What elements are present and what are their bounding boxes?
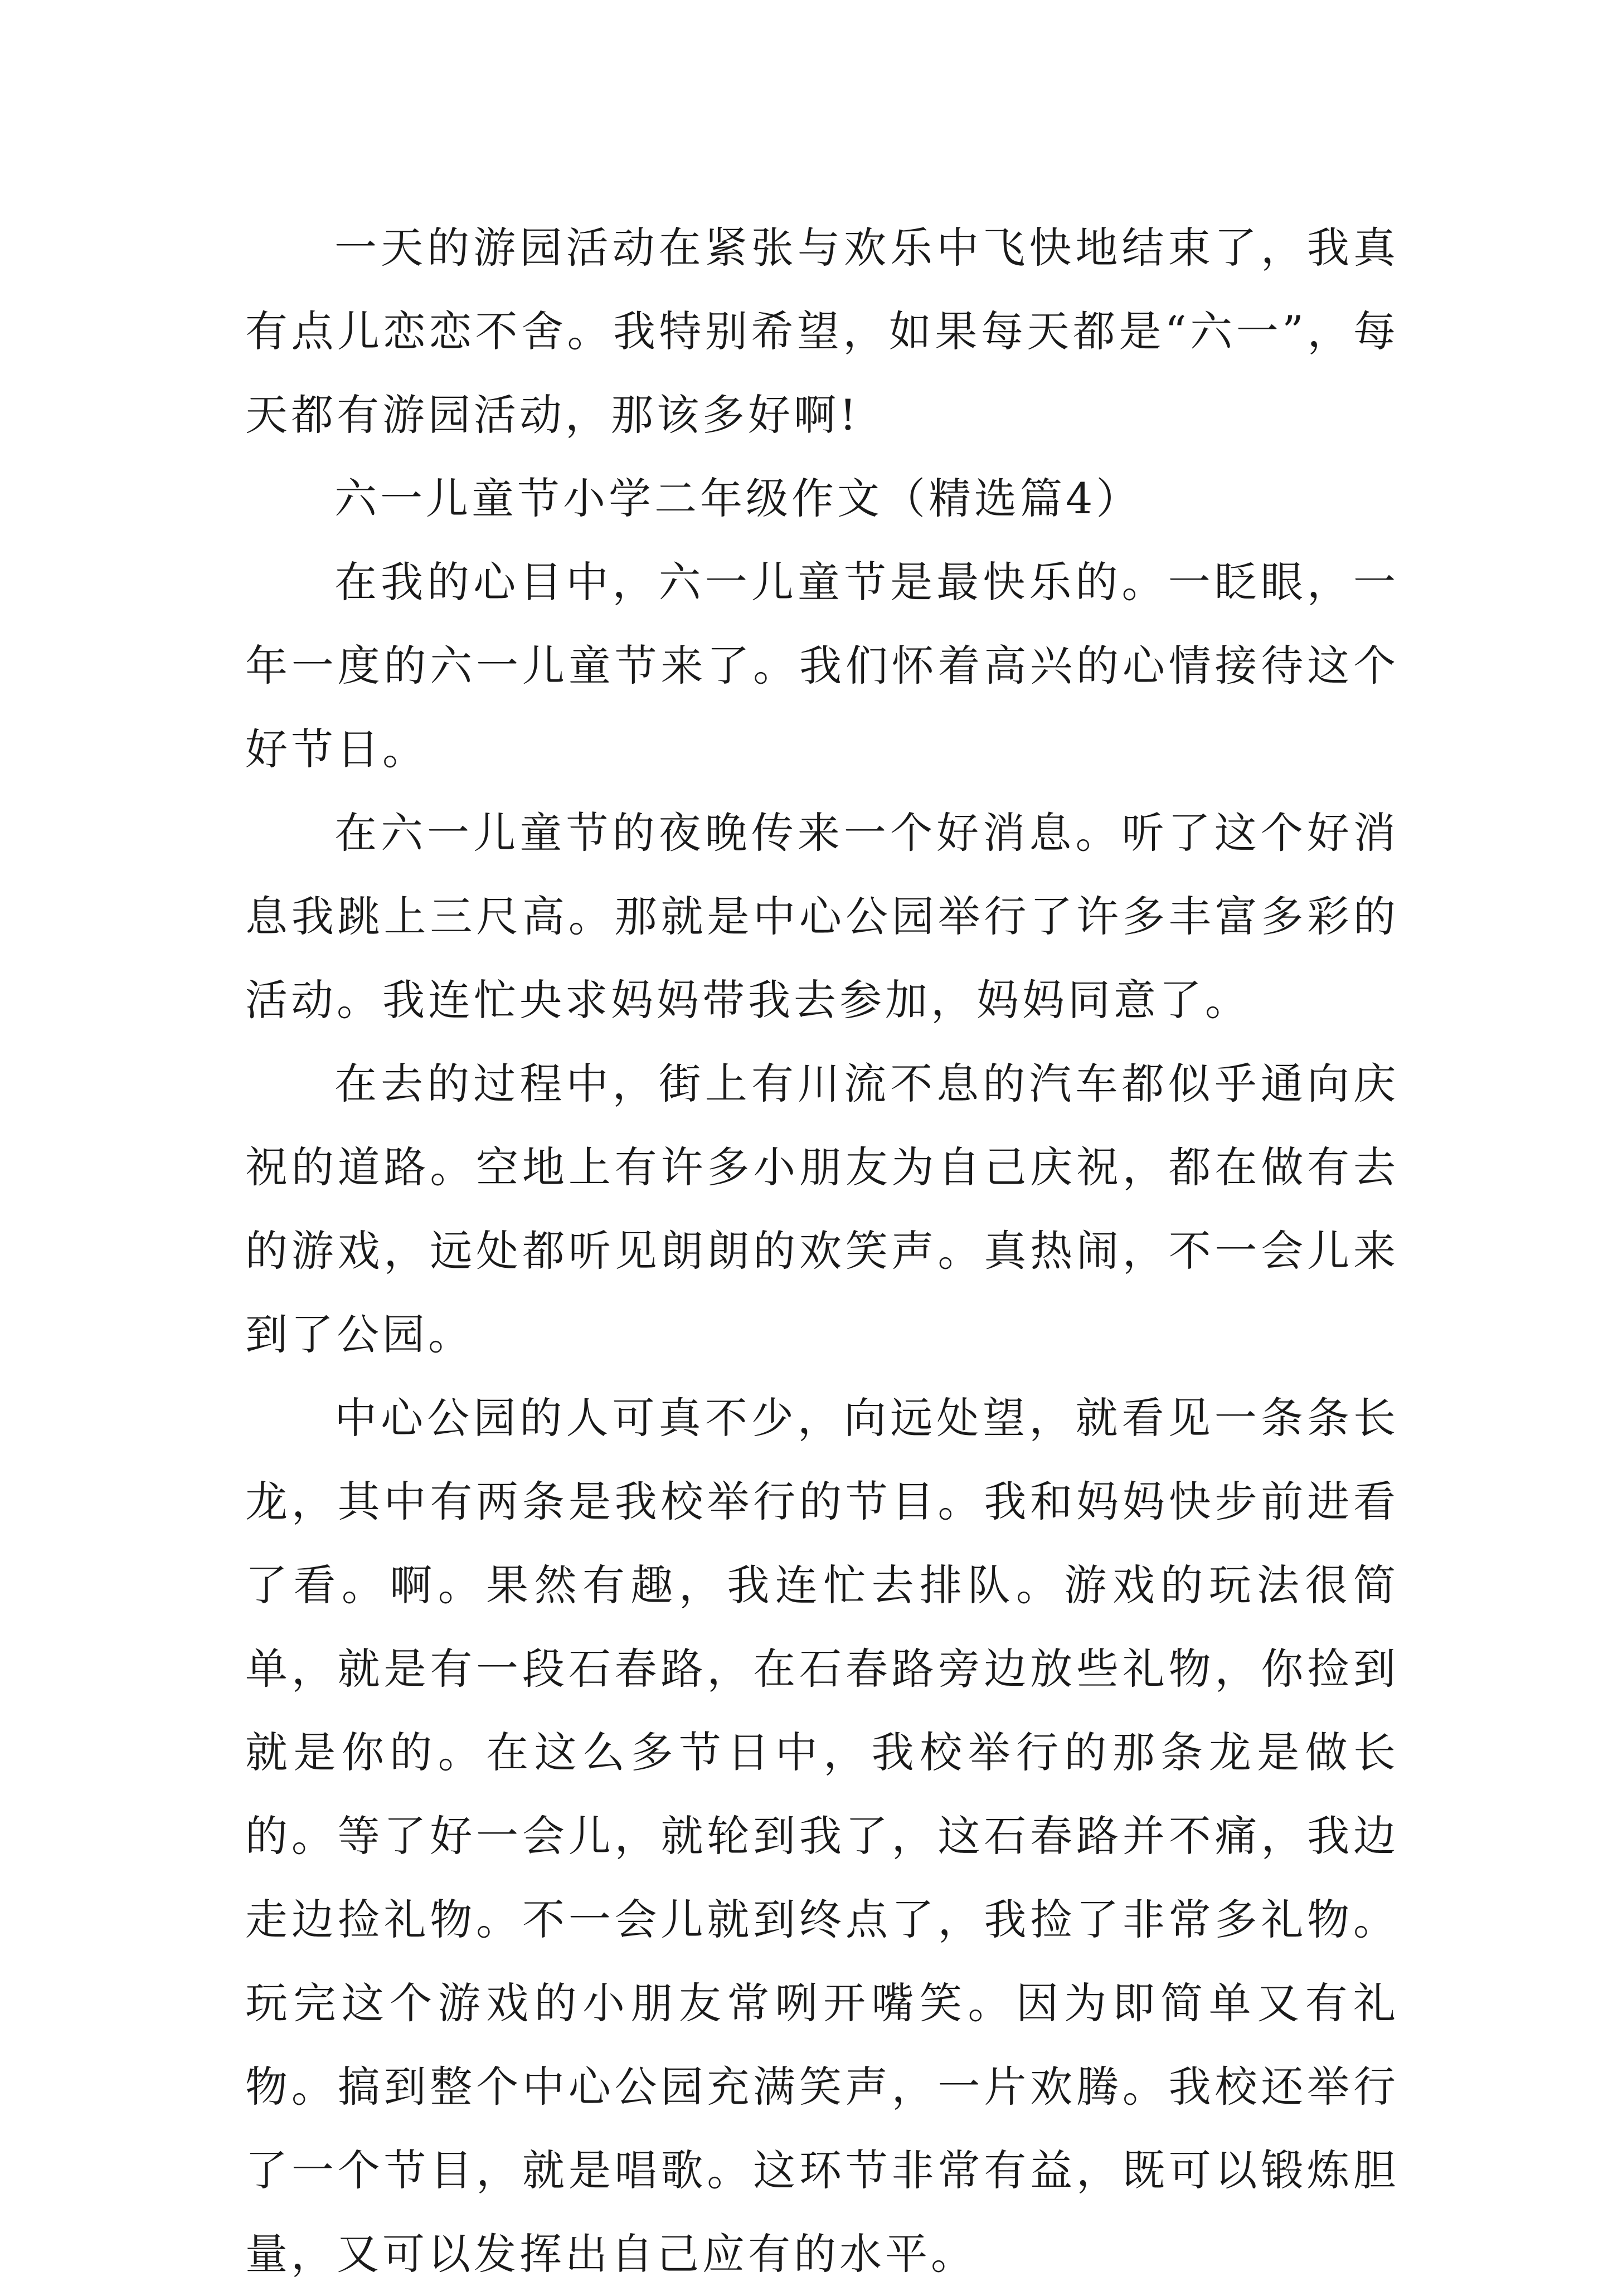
document-body (245, 206, 1399, 2296)
paragraph-news: 在六一儿童节的夜晚传来一个好消息。听了这个好消息我跳上三尺高。那就是中心公园举行了许多丰富多彩的活动。我连忙央求妈妈带我去参加，妈妈同意了。 (245, 808, 1399, 1025)
section-heading: 六一儿童节小学二年级作文（精选篇4） (334, 474, 1142, 523)
paragraph-intro: 在我的心目中，六一儿童节是最快乐的。一眨眼，一年一度的六一儿童节来了。我们怀着高兴的心情接待这个好节日。 (245, 557, 1399, 774)
paragraph-park: 中心公园的人可真不少，向远处望，就看见一条条长龙，其中有两条是我校举行的节目。我和妈妈快步前进看了看。啊。果然有趣，我连忙去排队。游戏的玩法很简单，就是有一段石春路，在石春路旁边放些礼物，你捡到就是你的。在这么多节日中，我校举行的那条龙是做长的。等了好一会儿，就轮到我了，这石春路并不痛，我边走边捡礼物。不一会儿就到终点了，我捡了非常多礼物。玩完这个游戏的小朋友常咧开嘴笑。因为即简单又有礼物。搞到整个中心公园充满笑声，一片欢腾。我校还举行了一个节目，就是唱歌。这环节非常有益，既可以锻炼胆量，又可以发挥出自己应有的水平。 (245, 1393, 1399, 2279)
paragraph-ending: 一天的游园活动在紧张与欢乐中飞快地结束了，我真有点儿恋恋不舍。我特别希望，如果每天都是“六一”，每天都有游园活动，那该多好啊! (245, 223, 1399, 440)
paragraph-journey: 在去的过程中，街上有川流不息的汽车都似乎通向庆祝的道路。空地上有许多小朋友为自己庆祝，都在做有去的游戏，远处都听见朗朗的欢笑声。真热闹，不一会儿来到了公园。 (245, 1059, 1399, 1359)
